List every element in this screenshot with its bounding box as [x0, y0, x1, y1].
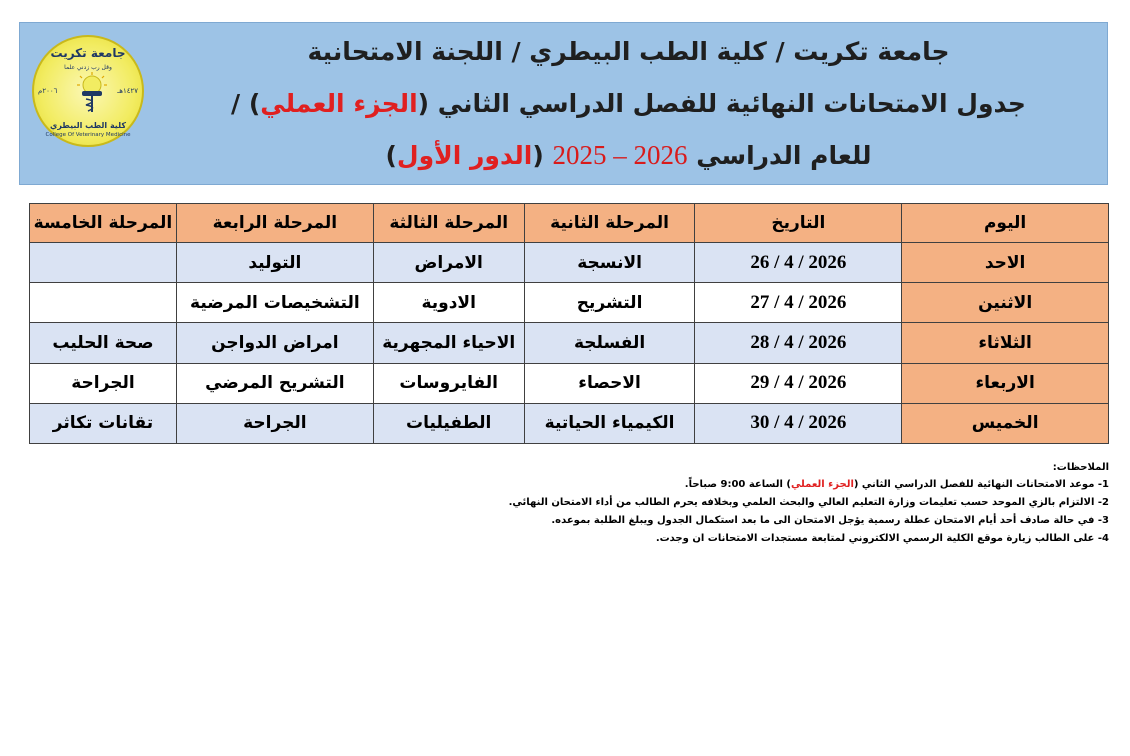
- table-row: [30, 403, 1109, 443]
- logo-english-text: College Of Veterinary Medicine: [45, 132, 131, 138]
- cell-day: الاثنين: [902, 283, 1109, 323]
- cell-stage-5: [30, 243, 177, 283]
- note-item: 4- على الطالب زيارة موقع الكلية الرسمي الالكتروني لمتابعة مستجدات الامتحانات ان وجدت.: [655, 533, 1109, 544]
- cell-day: الاربعاء: [902, 363, 1109, 403]
- note-item: [29, 479, 1109, 490]
- title-university: جامعة تكريت / كلية الطب البيطري / اللجنة الامتحانية: [307, 37, 950, 66]
- cell-stage-3: الامراض: [373, 243, 524, 283]
- caduceus-emblem-icon: [74, 72, 110, 112]
- title-year-label: للعام الدراسي: [687, 141, 872, 170]
- header-day: اليوم: [902, 204, 1109, 243]
- title-schedule-close: ) /: [231, 89, 261, 118]
- cell-stage-4: التشخيصات المرضية: [176, 283, 373, 323]
- title-round-open: (: [532, 141, 553, 170]
- college-logo: [32, 35, 144, 147]
- cell-stage-2: الانسجة: [524, 243, 695, 283]
- title-academic-year: [160, 140, 1097, 171]
- exam-schedule-table: [29, 203, 1109, 444]
- cell-stage-4: الجراحة: [176, 403, 373, 443]
- logo-motto: وقل رب زدني علما: [64, 64, 112, 71]
- note-1-time: ) الساعة 9:00 صباحاً.: [684, 479, 791, 490]
- header-stage-2: المرحلة الثانية: [524, 204, 695, 243]
- table-row: [30, 283, 1109, 323]
- cell-day: الخميس: [902, 403, 1109, 443]
- cell-stage-4: التشريح المرضي: [176, 363, 373, 403]
- logo-year-left: ٢٠٠٦م: [38, 87, 58, 95]
- cell-stage-3: الطفيليات: [373, 403, 524, 443]
- cell-stage-2: الفسلجة: [524, 323, 695, 363]
- notes-title: الملاحظات:: [1052, 462, 1109, 473]
- cell-stage-5: صحة الحليب: [30, 323, 177, 363]
- cell-day: الثلاثاء: [902, 323, 1109, 363]
- cell-stage-3: الاحياء المجهرية: [373, 323, 524, 363]
- title-schedule: [160, 89, 1097, 118]
- cell-date: 28 / 4 / 2026: [695, 323, 902, 363]
- cell-date: 29 / 4 / 2026: [695, 363, 902, 403]
- cell-stage-2: الكيمياء الحياتية: [524, 403, 695, 443]
- year-end: 2026: [633, 140, 688, 170]
- header-stage-3: المرحلة الثالثة: [373, 204, 524, 243]
- logo-university-text: جامعة تكريت: [50, 46, 126, 60]
- header-banner: [19, 22, 1108, 185]
- year-separator: –: [606, 140, 634, 170]
- cell-stage-3: الادوية: [373, 283, 524, 323]
- cell-date: 30 / 4 / 2026: [695, 403, 902, 443]
- note-item: 2- الالتزام بالزي الموحد حسب تعليمات وزارة التعليم العالي والبحث العلمي وبخلافه يحرم الطالب من أداء الامتحان النهائي.: [508, 497, 1109, 508]
- notes-section: [29, 462, 1109, 551]
- cell-stage-3: الفايروسات: [373, 363, 524, 403]
- header-stage-5: المرحلة الخامسة: [30, 204, 177, 243]
- table-row: [30, 323, 1109, 363]
- title-schedule-text: جدول الامتحانات النهائية للفصل الدراسي الثاني (: [417, 89, 1026, 118]
- table-header-row: [30, 204, 1109, 243]
- title-practical-part: الجزء العملي: [260, 89, 418, 118]
- cell-stage-5: الجراحة: [30, 363, 177, 403]
- logo-year-right: ١٤٢٧هـ: [117, 87, 138, 95]
- table-row: [30, 363, 1109, 403]
- year-range: [552, 140, 687, 170]
- cell-date: 26 / 4 / 2026: [695, 243, 902, 283]
- note-1-practical: الجزء العملي: [790, 479, 854, 490]
- title-first-round: الدور الأول: [396, 141, 533, 170]
- logo-college-text: كلية الطب البيطري: [50, 121, 126, 130]
- cell-date: 27 / 4 / 2026: [695, 283, 902, 323]
- header-date: التاريخ: [695, 204, 902, 243]
- title-round-close: ): [385, 141, 397, 170]
- cell-stage-4: التوليد: [176, 243, 373, 283]
- note-item: 3- في حالة صادف أحد أيام الامتحان عطلة رسمية يؤجل الامتحان الى ما بعد استكمال الجدول ويبلغ الطلبة بموعده.: [551, 515, 1109, 526]
- cell-stage-2: التشريح: [524, 283, 695, 323]
- cell-stage-5: تقانات تكاثر: [30, 403, 177, 443]
- header-stage-4: المرحلة الرابعة: [176, 204, 373, 243]
- table-row: [30, 243, 1109, 283]
- cell-stage-5: [30, 283, 177, 323]
- cell-day: الاحد: [902, 243, 1109, 283]
- cell-stage-2: الاحصاء: [524, 363, 695, 403]
- cell-stage-4: امراض الدواجن: [176, 323, 373, 363]
- year-start: 2025: [552, 140, 607, 170]
- note-1-text: 1- موعد الامتحانات النهائية للفصل الدراسي الثاني (: [853, 479, 1109, 490]
